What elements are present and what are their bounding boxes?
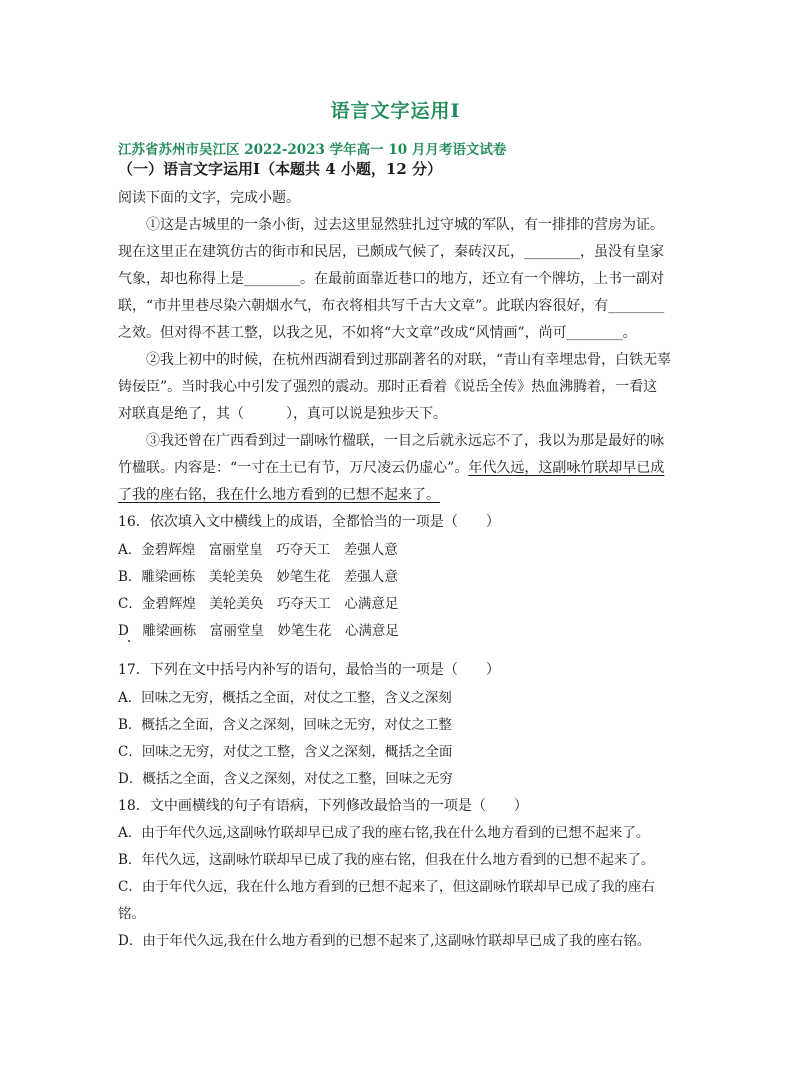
question-17-stem: 17．下列在文中括号内补写的语句，最恰当的一项是（ ） — [118, 662, 500, 678]
paragraph-2-line-1: ②我上初中的时候，在杭州西湖看到过那副著名的对联，“青山有幸埋忠骨，白铁无辜 — [146, 352, 672, 368]
question-18-stem: 18．文中画横线的句子有语病，下列修改最恰当的一项是（ ） — [118, 798, 528, 814]
question-18-option-a: A．由于年代久远,这副咏竹联却早已成了我的座右铭,我在什么地方看到的已想不起来了。 — [118, 825, 650, 841]
underlined-sentence-part-1: 年代久远，这副咏竹联却早已成 — [468, 460, 665, 476]
question-18-option-b: B．年代久远，这副咏竹联却早已成了我的座右铭，但我在什么地方看到的已想不起来了。 — [118, 852, 655, 868]
question-18-option-d: D．由于年代久远,我在什么地方看到的已想不起来了,这副咏竹联却早已成了我的座右铭。 — [118, 933, 651, 949]
paragraph-1-line-2: 现在这里正在建筑仿古的街市和民居，已颇成气候了，秦砖汉瓦，________，虽没有皇家 — [118, 244, 664, 260]
question-17-option-c: C．回味之无穷，对仗之工整，含义之深刻，概括之全面 — [118, 744, 453, 760]
passage-intro: 阅读下面的文字，完成小题。 — [118, 190, 300, 206]
paragraph-2-line-3: 对联真是绝了，其（ ），真可以说是独步天下。 — [118, 406, 447, 422]
paragraph-2-line-2: 铸佞臣”。当时我心中引发了强烈的震动。那时正看着《说岳全传》热血沸腾着，一看这 — [118, 379, 658, 395]
question-17-option-b: B．概括之全面，含义之深刻，回味之无穷，对仗之工整 — [118, 717, 452, 733]
paragraph-3-line-1: ③我还曾在广西看到过一副咏竹楹联，一目之后就永远忘不了，我以为那是最好的咏 — [146, 433, 664, 449]
question-16-stem: 16．依次填入文中横线上的成语，全都恰当的一项是（ ） — [118, 514, 500, 530]
paragraph-1-line-1: ①这是古城里的一条小街，过去这里显然驻扎过守城的军队，有一排排的营房为证。 — [146, 217, 664, 233]
underlined-sentence-part-2: 了我的座右铭，我在什么地方看到的已想不起来了。 — [118, 487, 440, 503]
paragraph-1-line-4: 联，“市井里巷尽染六朝烟水气，布衣将相共写千古大文章”。此联内容很好，有________ — [118, 298, 665, 314]
question-16-option-d: D 雕梁画栋 富丽堂皇 妙笔生花 心满意足 — [118, 623, 399, 639]
paragraph-3-plain-text: 竹楹联。内容是：“一寸在土已有节，万尺凌云仍虚心”。 — [118, 460, 469, 476]
question-17-option-d: D．概括之全面，含义之深刻，对仗之工整，回味之无穷 — [118, 771, 453, 787]
paragraph-1-line-5: 之效。但对得不甚工整，以我之见，不如将“大文章”改成“风情画”，尚可________。 — [118, 325, 637, 341]
paragraph-1-line-3: 气象，却也称得上是________。在最前面靠近巷口的地方，还立有一个牌坊，上书一副对 — [118, 271, 664, 287]
paragraph-3-line-2 — [118, 458, 664, 478]
stray-dot — [128, 640, 130, 642]
exam-source: 江苏省苏州市吴江区 2022-2023 学年高一 10 月月考语文试卷 — [118, 142, 507, 158]
page-title: 语言文字运用Ⅰ — [330, 100, 461, 122]
question-18-option-c: C．由于年代久远，我在什么地方看到的已想不起来了，但这副咏竹联却早已成了我的座右 — [118, 879, 655, 895]
question-16-option-a: A．金碧辉煌 富丽堂皇 巧夺天工 差强人意 — [118, 542, 398, 558]
question-18-option-c-continued: 铭。 — [118, 906, 145, 922]
question-16-option-c: C．金碧辉煌 美轮美奂 巧夺天工 心满意足 — [118, 596, 399, 612]
section-heading: （一）语言文字运用Ⅰ（本题共 4 小题，12 分） — [118, 160, 442, 178]
question-16-option-b: B．雕梁画栋 美轮美奂 妙笔生花 差强人意 — [118, 569, 398, 585]
question-17-option-a: A．回味之无穷，概括之全面，对仗之工整，含义之深刻 — [118, 690, 452, 706]
